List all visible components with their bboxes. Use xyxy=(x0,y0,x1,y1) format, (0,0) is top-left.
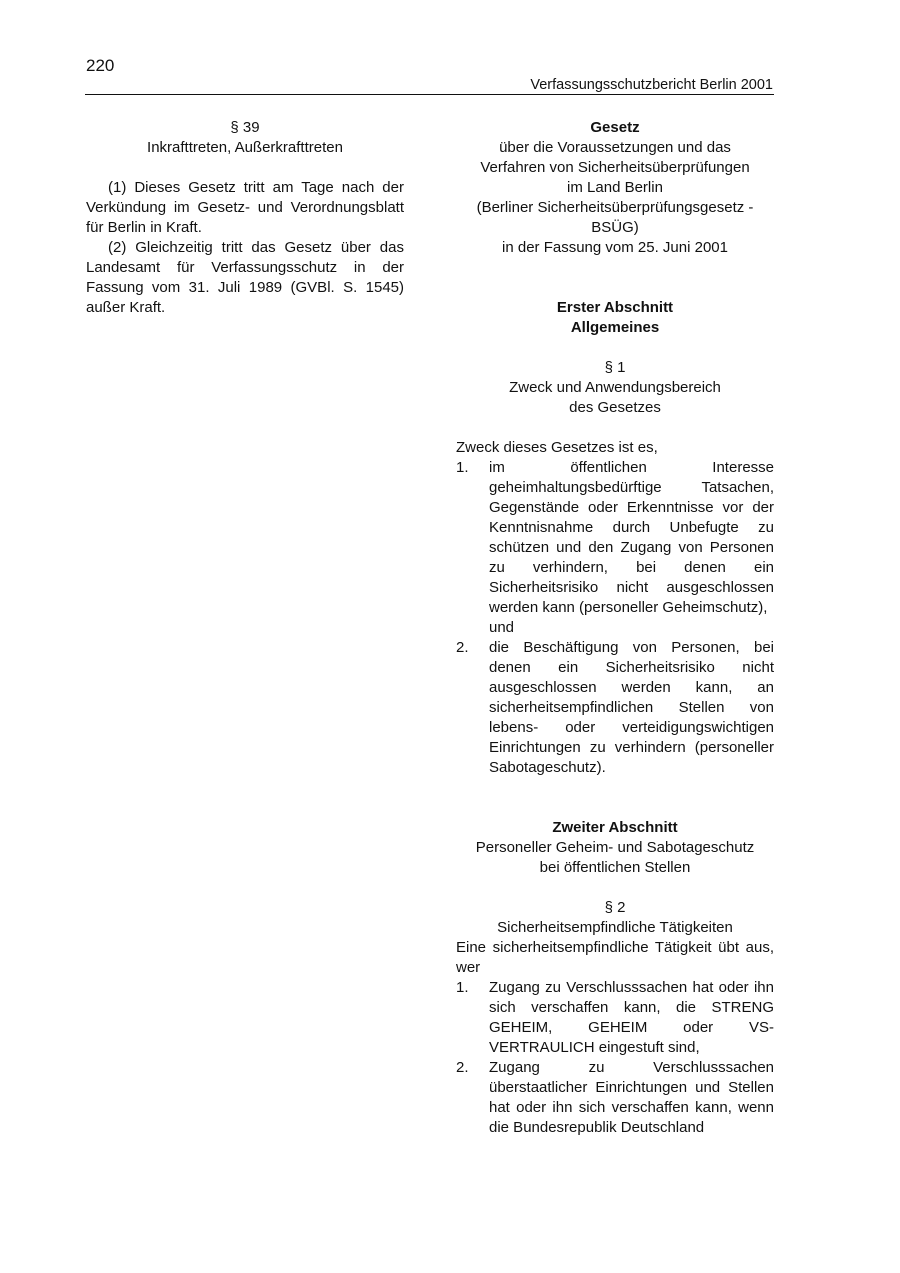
running-head: Verfassungsschutzbericht Berlin 2001 xyxy=(530,77,773,93)
list-item-number: 1. xyxy=(456,459,469,476)
section-number: § 39 xyxy=(230,119,260,136)
part-title: Allgemeines xyxy=(570,319,660,336)
part-heading: Erster Abschnitt xyxy=(556,299,674,316)
list-item-text: Zugang zu Verschlusssachen überstaatlicher Einrichtungen und Stellen hat oder ihn sich verschaffen kann, wenn die Bundesrepublik Deutschland xyxy=(489,1059,774,1136)
section-title: des Gesetzes xyxy=(569,399,661,416)
paragraph: (2) Gleichzeitig tritt das Gesetz über das Landesamt für Verfassungsschutz in der Fassung vom 31. Juli 1989 (GVBl. S. 1545) außer Kraft. xyxy=(86,239,404,316)
list-item-text: die Beschäftigung von Personen, bei denen ein Sicherheitsrisiko nicht ausgeschlossen werden kann, an sicherheitsempfindlichen Stellen von lebens- oder verteidigungswichtigen Einrichtungen zu verhindern (personeller Sabotageschutz). xyxy=(489,639,774,776)
law-title: Gesetz xyxy=(590,119,640,136)
list-item xyxy=(456,458,774,618)
list-item-number: 1. xyxy=(456,979,469,996)
law-subtitle-line: in der Fassung vom 25. Juni 2001 xyxy=(502,239,728,256)
left-column xyxy=(86,118,404,318)
section-number: § 2 xyxy=(604,899,626,916)
law-subtitle-line: im Land Berlin xyxy=(567,179,663,196)
page-number: 220 xyxy=(86,56,115,75)
paragraph: (1) Dieses Gesetz tritt am Tage nach der Verkündung im Gesetz- und Verordnungsblatt für Berlin in Kraft. xyxy=(86,179,404,236)
part-heading: Zweiter Abschnitt xyxy=(552,819,678,836)
list-item-number: 2. xyxy=(456,1059,469,1076)
list-item xyxy=(456,638,774,778)
section-title: Zweck und Anwendungsbereich xyxy=(509,379,721,396)
section-number: § 1 xyxy=(604,359,626,376)
law-subtitle-line: Verfahren von Sicherheitsüberprüfungen xyxy=(480,159,750,176)
part-title: bei öffentlichen Stellen xyxy=(539,859,691,876)
list-conjunction: und xyxy=(489,619,515,636)
law-subtitle-line: über die Voraussetzungen und das xyxy=(499,139,731,156)
list-item xyxy=(456,1058,774,1138)
list-item-number: 2. xyxy=(456,639,469,656)
law-subtitle-line: (Berliner Sicherheitsüberprüfungsgesetz - BSÜG) xyxy=(476,199,754,236)
right-column xyxy=(456,118,774,1138)
section-intro: Eine sicherheitsempfindliche Tätigkeit übt aus, wer xyxy=(456,939,774,976)
list-item-text: im öffentlichen Interesse geheimhaltungsbedürftige Tatsachen, Gegenstände oder Erkenntnisse vor der Kenntnisnahme durch Unbefugte zu schützen und den Zugang von Personen zu verhindern, bei denen ein Sicherheitsrisiko nicht ausgeschlossen werden kann (personeller Geheimschutz), xyxy=(489,459,774,616)
list-item-text: Zugang zu Verschlusssachen hat oder ihn sich verschaffen kann, die STRENG GEHEIM, GEHEIM oder VS-VERTRAULICH eingestuft sind, xyxy=(489,979,774,1056)
list-item xyxy=(456,978,774,1058)
section-title: Sicherheitsempfindliche Tätigkeiten xyxy=(497,919,733,936)
header-rule xyxy=(85,94,774,95)
part-title: Personeller Geheim- und Sabotageschutz xyxy=(475,839,755,856)
section-intro: Zweck dieses Gesetzes ist es, xyxy=(456,439,658,456)
section-title: Inkrafttreten, Außerkrafttreten xyxy=(147,139,343,156)
